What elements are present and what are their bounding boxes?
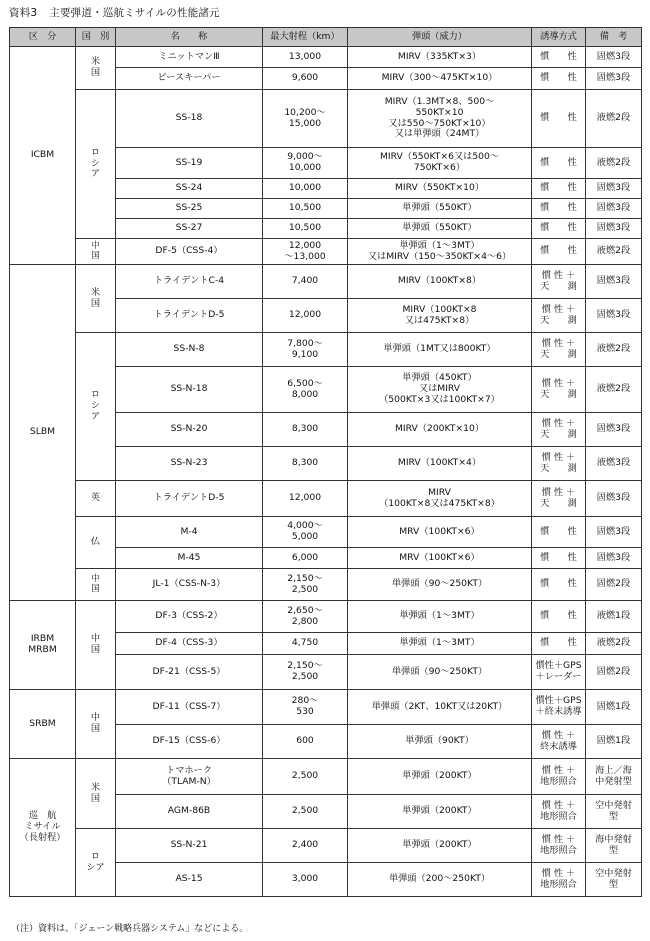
table-row (10, 759, 642, 795)
missile-name: DF-4（CSS-3） (116, 633, 263, 655)
header-row (10, 28, 642, 47)
guidance: 慣 性 (532, 68, 586, 90)
table-row (10, 481, 642, 517)
missile-name: SS-25 (116, 199, 263, 219)
guidance: 慣 性 (532, 633, 586, 655)
warhead: MIRV（100KT×8） (348, 265, 532, 299)
max-range: 2,400 (263, 829, 348, 863)
guidance: 慣 性 (532, 179, 586, 199)
max-range: 10,200～ 15,000 (263, 90, 348, 148)
guidance: 慣 性 ＋ 地形照合 (532, 759, 586, 795)
remarks: 液燃1段 (586, 601, 642, 633)
warhead: 単弾頭（90KT） (348, 725, 532, 759)
header-range: 最大射程（km） (263, 28, 348, 47)
warhead: MRV（100KT×6） (348, 517, 532, 548)
warhead: 単弾頭（550KT） (348, 219, 532, 239)
max-range: 10,500 (263, 219, 348, 239)
header-name: 名 称 (116, 28, 263, 47)
max-range: 7,800～ 9,100 (263, 333, 348, 367)
remarks: 液燃2段 (586, 633, 642, 655)
country-cell: 米 国 (76, 47, 116, 90)
max-range: 7,400 (263, 265, 348, 299)
remarks: 液燃2段 (586, 148, 642, 179)
country-cell: 中 国 (76, 569, 116, 601)
max-range: 6,500～ 8,000 (263, 367, 348, 413)
missile-name: トライデントD-5 (116, 299, 263, 333)
max-range: 4,750 (263, 633, 348, 655)
max-range: 9,000～ 10,000 (263, 148, 348, 179)
guidance: 慣 性 (532, 548, 586, 569)
warhead: 単弾頭（1～3MT） (348, 633, 532, 655)
missile-name: SS-27 (116, 219, 263, 239)
max-range: 8,300 (263, 413, 348, 447)
max-range: 600 (263, 725, 348, 759)
guidance: 慣 性 (532, 569, 586, 601)
header-category: 区 分 (10, 28, 76, 47)
remarks: 液燃2段 (586, 333, 642, 367)
guidance: 慣 性 ＋ 地形照合 (532, 795, 586, 829)
document-heading: 主要弾道・巡航ミサイルの性能諸元 (49, 7, 220, 19)
guidance: 慣 性 (532, 601, 586, 633)
category-cell: IRBM MRBM (10, 601, 76, 690)
country-cell: 米 国 (76, 265, 116, 333)
max-range: 6,000 (263, 548, 348, 569)
warhead: 単弾頭（90～250KT） (348, 569, 532, 601)
warhead: MIRV（300～475KT×10） (348, 68, 532, 90)
category-cell: SLBM (10, 265, 76, 601)
warhead: 単弾頭（2KT、10KT又は20KT） (348, 690, 532, 725)
missile-name: SS-N-23 (116, 447, 263, 481)
missile-name: トマホーク （TLAM-N） (116, 759, 263, 795)
document-title (9, 5, 220, 20)
remarks: 固燃3段 (586, 199, 642, 219)
max-range: 12,000 (263, 481, 348, 517)
missile-name: SS-18 (116, 90, 263, 148)
warhead: MIRV （100KT×8又は475KT×8） (348, 481, 532, 517)
guidance: 慣 性 (532, 199, 586, 219)
remarks: 固燃3段 (586, 219, 642, 239)
max-range: 12,000 (263, 299, 348, 333)
table-row (10, 690, 642, 725)
table-row (10, 829, 642, 863)
header-warhead: 弾頭（威力） (348, 28, 532, 47)
warhead: MIRV（100KT×4） (348, 447, 532, 481)
footnote: （注）資料は、「ジェーン戦略兵器システム」などによる。 (11, 924, 249, 934)
missile-name: JL-1（CSS-N-3） (116, 569, 263, 601)
missile-name: DF-15（CSS-6） (116, 725, 263, 759)
table-row (10, 601, 642, 633)
max-range: 8,300 (263, 447, 348, 481)
header-remarks: 備 考 (586, 28, 642, 47)
missile-name: SS-N-21 (116, 829, 263, 863)
guidance: 慣 性 ＋ 終末誘導 (532, 725, 586, 759)
remarks: 固燃3段 (586, 47, 642, 68)
guidance: 慣 性 (532, 239, 586, 265)
guidance: 慣 性 (532, 47, 586, 68)
country-cell: 米 国 (76, 759, 116, 829)
max-range: 13,000 (263, 47, 348, 68)
remarks: 固燃3段 (586, 299, 642, 333)
remarks: 空中発射 型 (586, 795, 642, 829)
remarks: 液燃2段 (586, 367, 642, 413)
remarks: 固燃3段 (586, 413, 642, 447)
country-cell: ロ シ ア (76, 90, 116, 239)
guidance: 慣 性 ＋ 地形照合 (532, 829, 586, 863)
missile-name: AS-15 (116, 863, 263, 897)
warhead: 単弾頭（200KT） (348, 759, 532, 795)
warhead: 単弾頭（90～250KT） (348, 655, 532, 690)
missile-name: SS-24 (116, 179, 263, 199)
table-row (10, 517, 642, 548)
missile-name: SS-N-20 (116, 413, 263, 447)
warhead: MIRV（200KT×10） (348, 413, 532, 447)
missile-name: SS-N-8 (116, 333, 263, 367)
missile-name: ミニットマンⅢ (116, 47, 263, 68)
remarks: 海上／海 中発射型 (586, 759, 642, 795)
country-cell: ロ シ ア (76, 333, 116, 481)
max-range: 2,500 (263, 795, 348, 829)
category-cell: ICBM (10, 47, 76, 265)
missile-name: DF-11（CSS-7） (116, 690, 263, 725)
country-cell: ロ シア (76, 829, 116, 897)
country-cell: 英 (76, 481, 116, 517)
remarks: 固燃3段 (586, 265, 642, 299)
missile-name: DF-21（CSS-5） (116, 655, 263, 690)
max-range: 3,000 (263, 863, 348, 897)
table-row (10, 90, 642, 148)
remarks: 液燃3段 (586, 447, 642, 481)
max-range: 4,000～ 5,000 (263, 517, 348, 548)
warhead: 単弾頭（1～3MT） (348, 601, 532, 633)
country-cell: 中 国 (76, 239, 116, 265)
guidance: 慣 性 (532, 219, 586, 239)
max-range: 2,150～ 2,500 (263, 569, 348, 601)
missile-name: M-4 (116, 517, 263, 548)
warhead: MIRV（335KT×3） (348, 47, 532, 68)
warhead: 単弾頭（450KT） 又はMIRV （500KT×3又は100KT×7） (348, 367, 532, 413)
warhead: MRV（100KT×6） (348, 548, 532, 569)
guidance: 慣 性 ＋ 天 測 (532, 413, 586, 447)
document-label: 資料3 (9, 7, 38, 19)
guidance: 慣 性 (532, 148, 586, 179)
missile-name: ピースキーパー (116, 68, 263, 90)
missile-name: AGM-86B (116, 795, 263, 829)
remarks: 固燃3段 (586, 517, 642, 548)
max-range: 10,000 (263, 179, 348, 199)
max-range: 280～ 530 (263, 690, 348, 725)
remarks: 液燃2段 (586, 90, 642, 148)
warhead: MIRV（550KT×6又は500～ 750KT×6） (348, 148, 532, 179)
max-range: 9,600 (263, 68, 348, 90)
warhead: 単弾頭（200KT） (348, 829, 532, 863)
country-cell: 仏 (76, 517, 116, 569)
guidance: 慣 性 (532, 90, 586, 148)
guidance: 慣 性 ＋ 天 測 (532, 367, 586, 413)
remarks: 固燃1段 (586, 725, 642, 759)
remarks: 固燃3段 (586, 179, 642, 199)
guidance: 慣 性 ＋ 天 測 (532, 481, 586, 517)
warhead: MIRV（550KT×10） (348, 179, 532, 199)
warhead: 単弾頭（200KT） (348, 795, 532, 829)
table-row (10, 47, 642, 68)
table-row (10, 265, 642, 299)
table-row (10, 569, 642, 601)
max-range: 2,650～ 2,800 (263, 601, 348, 633)
country-cell: 中 国 (76, 601, 116, 690)
remarks: 海中発射 型 (586, 829, 642, 863)
table-row (10, 239, 642, 265)
missile-name: SS-N-18 (116, 367, 263, 413)
remarks: 固燃2段 (586, 569, 642, 601)
header-guidance: 誘導方式 (532, 28, 586, 47)
missile-name: DF-5（CSS-4） (116, 239, 263, 265)
table-row (10, 333, 642, 367)
missile-name: SS-19 (116, 148, 263, 179)
category-cell: 巡 航 ミサイル （長射程） (10, 759, 76, 897)
missile-name: トライデントC-4 (116, 265, 263, 299)
header-country: 国 別 (76, 28, 116, 47)
max-range: 2,150～ 2,500 (263, 655, 348, 690)
remarks: 固燃1段 (586, 690, 642, 725)
warhead: 単弾頭（550KT） (348, 199, 532, 219)
guidance: 慣 性 ＋ 地形照合 (532, 863, 586, 897)
remarks: 固燃2段 (586, 655, 642, 690)
max-range: 2,500 (263, 759, 348, 795)
missile-name: トライデントD-5 (116, 481, 263, 517)
missile-table (9, 27, 642, 897)
remarks: 固燃3段 (586, 481, 642, 517)
guidance: 慣 性 ＋ 天 測 (532, 333, 586, 367)
remarks: 固燃3段 (586, 68, 642, 90)
warhead: 単弾頭（200～250KT） (348, 863, 532, 897)
guidance: 慣 性 ＋ 天 測 (532, 265, 586, 299)
guidance: 慣性＋GPS ＋終末誘導 (532, 690, 586, 725)
guidance: 慣 性 ＋ 天 測 (532, 447, 586, 481)
country-cell: 中 国 (76, 690, 116, 759)
warhead: 単弾頭（1MT又は800KT） (348, 333, 532, 367)
category-cell: SRBM (10, 690, 76, 759)
warhead: MIRV（1.3MT×8、500～ 550KT×10 又は550～750KT×10） 又は単弾頭（24MT） (348, 90, 532, 148)
warhead: MIRV（100KT×8 又は475KT×8） (348, 299, 532, 333)
missile-name: DF-3（CSS-2） (116, 601, 263, 633)
missile-name: M-45 (116, 548, 263, 569)
warhead: 単弾頭（1～3MT） 又はMIRV（150～350KT×4～6） (348, 239, 532, 265)
max-range: 10,500 (263, 199, 348, 219)
max-range: 12,000 ～13,000 (263, 239, 348, 265)
guidance: 慣 性 (532, 517, 586, 548)
remarks: 空中発射 型 (586, 863, 642, 897)
guidance: 慣性＋GPS ＋レーダー (532, 655, 586, 690)
remarks: 固燃3段 (586, 548, 642, 569)
remarks: 液燃2段 (586, 239, 642, 265)
guidance: 慣 性 ＋ 天 測 (532, 299, 586, 333)
